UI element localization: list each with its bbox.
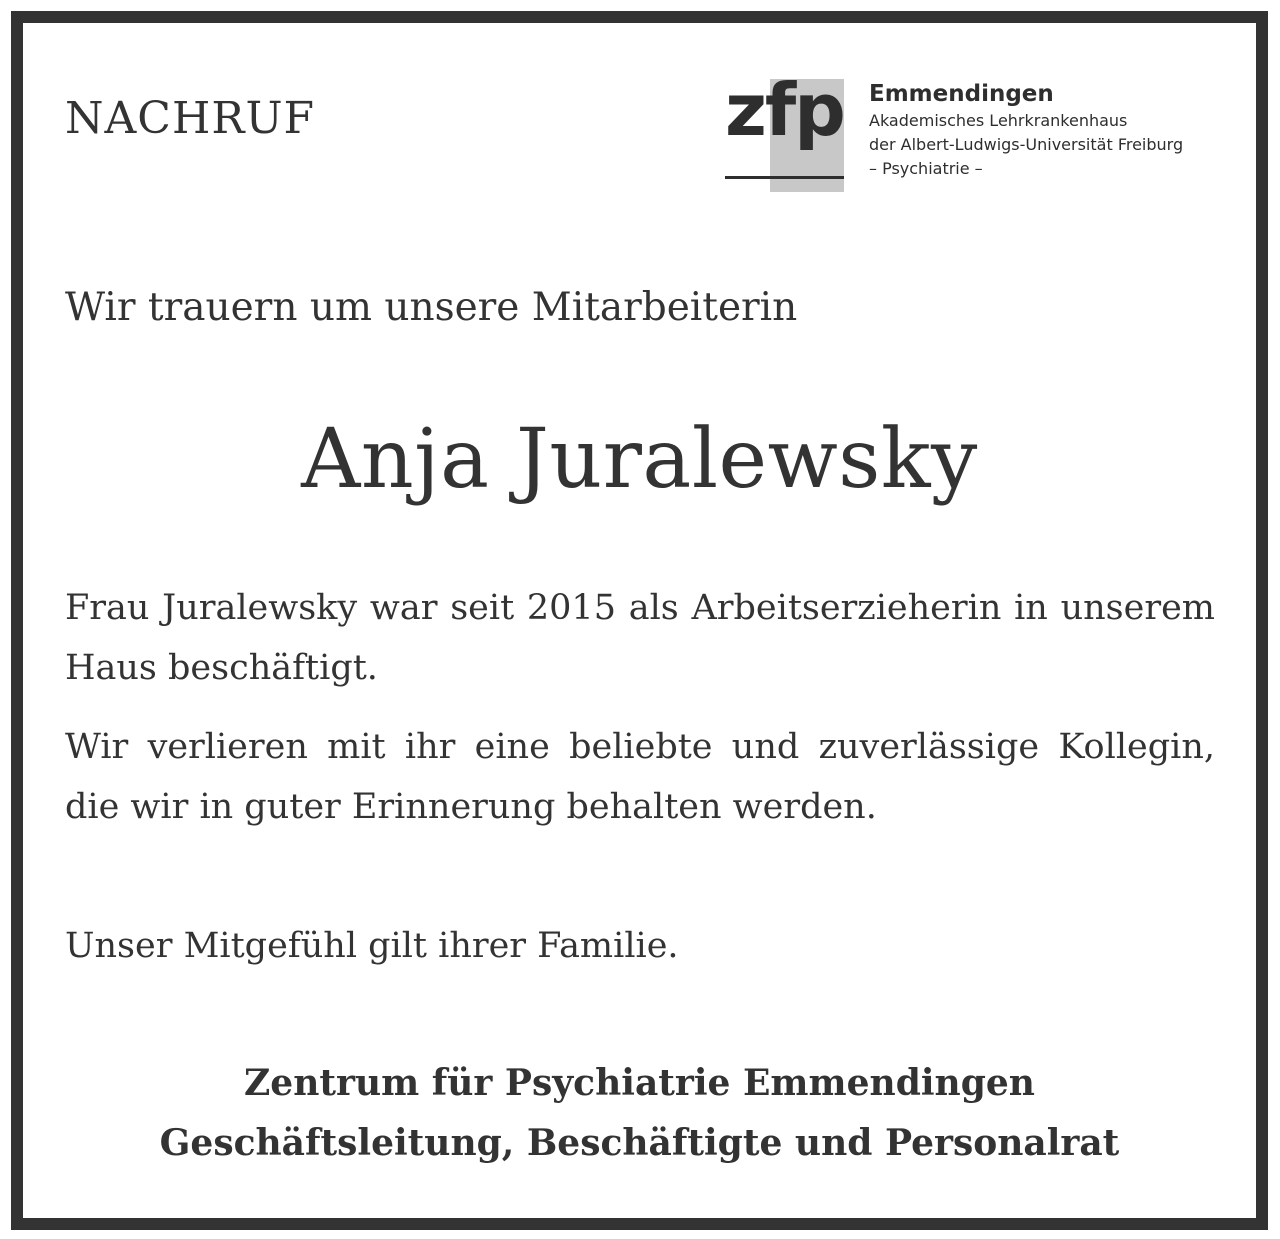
deceased-name: Anja Juralewsky xyxy=(301,412,978,507)
paragraph-employment: Frau Juralewsky war seit 2015 als Arbeitserzieherin in unserem Haus beschäftigt. xyxy=(65,588,1215,688)
obituary-notice xyxy=(11,11,1268,1230)
logo-line-1: Akademisches Lehrkrankenhaus xyxy=(869,111,1128,130)
logo-mark: zfp xyxy=(725,68,844,152)
logo-text-block xyxy=(869,79,1183,181)
logo-line-2: der Albert-Ludwigs-Universität Freiburg xyxy=(869,135,1184,154)
notice-label: NACHRUF xyxy=(65,93,316,144)
intro-text: Wir trauern um unsere Mitarbeiterin xyxy=(65,285,798,330)
paragraph-remembrance: Wir verlieren mit ihr eine beliebte und zuverlässige Kollegin, die wir in guter Erinnerung behalten werden. xyxy=(65,727,1215,827)
logo-underline xyxy=(725,176,844,179)
paragraph-condolence: Unser Mitgefühl gilt ihrer Familie. xyxy=(65,926,679,966)
logo-city: Emmendingen xyxy=(869,81,1054,107)
zfp-logo xyxy=(725,68,1225,209)
signature-line-signatories: Geschäftsleitung, Beschäftigte und Personalrat xyxy=(159,1122,1120,1164)
signature-line-organization: Zentrum für Psychiatrie Emmendingen xyxy=(244,1062,1035,1104)
signature-block xyxy=(23,1053,1256,1173)
logo-line-3: – Psychiatrie – xyxy=(869,159,983,178)
